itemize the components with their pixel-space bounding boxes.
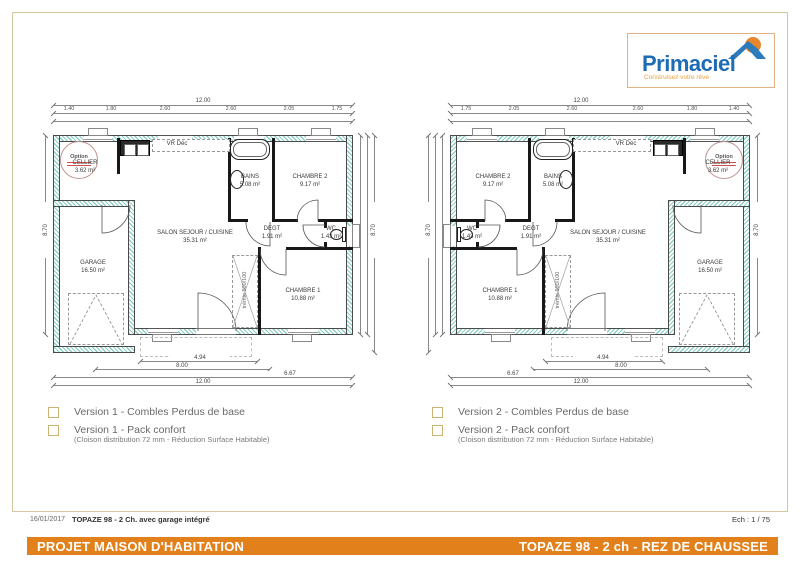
plan-labels <box>40 95 385 405</box>
dim-bottom-2: 8.00 <box>152 363 212 369</box>
dim-seg: 1.40 <box>60 107 78 113</box>
room-label-chambre2: CHAMBRE 2 9.17 m² <box>475 174 511 189</box>
dim-seg: 1.80 <box>683 107 701 113</box>
dim-bottom-3: 6.67 <box>265 371 315 377</box>
dim-seg: 1.40 <box>725 107 743 113</box>
room-label-garage: GARAGE 16.50 m² <box>80 260 106 275</box>
room-label-wc: WC 1.43 m² <box>320 226 342 241</box>
floor-plan-version-1 <box>40 95 385 405</box>
room-label-chambre2: CHAMBRE 2 9.17 m² <box>292 174 328 189</box>
room-label-cellier: CELLIER 3.62 m² <box>705 160 731 175</box>
room-label-wc: WC 1.43 m² <box>461 226 483 241</box>
checkbox-version2-confort[interactable] <box>432 425 443 436</box>
date: 16/01/2017 <box>30 516 66 523</box>
room-label-chambre1: CHAMBRE 1 10.88 m² <box>482 288 518 303</box>
scale: Ech : 1 / 75 <box>732 515 770 524</box>
legend-item-label: Version 2 - Pack confort <box>458 424 570 436</box>
dim-seg: 1.80 <box>102 107 120 113</box>
dim-side: 8.70 <box>754 202 760 258</box>
room-label-chambre1: CHAMBRE 1 10.88 m² <box>285 288 321 303</box>
legend-note: (Cloison distribution 72 mm - Réduction Surface Habitable) <box>74 435 270 444</box>
checkbox-version2-base[interactable] <box>432 407 443 418</box>
dim-seg: 2.60 <box>629 107 647 113</box>
tremie-label: trémie 500/100 <box>242 271 248 309</box>
dim-bottom-2: 8.00 <box>591 363 651 369</box>
room-label-salon: SALON SEJOUR / CUISINE 35.31 m² <box>157 230 233 245</box>
dim-bottom-1: 4.94 <box>573 355 633 361</box>
legend-note: (Cloison distribution 72 mm - Réduction Surface Habitable) <box>458 435 654 444</box>
room-label-cellier: CELLIER 3.62 m² <box>72 160 98 175</box>
dim-side: 8.70 <box>371 202 377 258</box>
dim-side: 8.70 <box>426 202 432 258</box>
brand-tagline: Construisez votre rêve <box>644 74 710 81</box>
logo-box <box>627 33 775 88</box>
dim-bottom-total: 12.00 <box>173 379 233 385</box>
plan-labels <box>418 95 763 405</box>
dim-bottom-3: 6.67 <box>488 371 538 377</box>
room-label-degt: DEGT 1.91 m² <box>520 226 542 241</box>
dim-seg: 2.05 <box>280 107 298 113</box>
dim-seg: 2.60 <box>222 107 240 113</box>
dim-top-total: 12.00 <box>173 98 233 104</box>
legend-item-label: Version 2 - Combles Perdus de base <box>458 406 630 418</box>
dim-seg: 2.05 <box>505 107 523 113</box>
room-label-salon: SALON SEJOUR / CUISINE 35.31 m² <box>570 230 646 245</box>
room-label-degt: DEGT 1.91 m² <box>261 226 283 241</box>
option-stamp: Option <box>705 141 743 179</box>
tremie-label: trémie 500/100 <box>555 271 561 309</box>
legend-version-2 <box>432 406 752 444</box>
model-reference: TOPAZE 98 - 2 Ch. avec garage intégré <box>72 515 210 524</box>
room-label-bains: BAINS 5.08 m² <box>542 174 564 189</box>
legend-version-1 <box>48 406 368 444</box>
dim-seg: 1.75 <box>457 107 475 113</box>
floor-plan-version-2 <box>418 95 763 405</box>
vr-label: VR Déc <box>615 141 637 147</box>
vr-label: VR Déc <box>166 141 188 147</box>
dim-seg: 2.60 <box>156 107 174 113</box>
brand-name: Primaciel <box>642 51 736 76</box>
dim-bottom-1: 4.94 <box>170 355 230 361</box>
room-label-garage: GARAGE 16.50 m² <box>697 260 723 275</box>
room-label-bains: BAINS 5.08 m² <box>239 174 261 189</box>
dim-seg: 2.60 <box>563 107 581 113</box>
dim-seg: 1.75 <box>328 107 346 113</box>
dim-bottom-total: 12.00 <box>551 379 611 385</box>
project-title: PROJET MAISON D'HABITATION <box>37 538 245 554</box>
checkbox-version1-base[interactable] <box>48 407 59 418</box>
title-bar <box>27 537 778 555</box>
legend-item-label: Version 1 - Combles Perdus de base <box>74 406 246 418</box>
sheet-title: TOPAZE 98 - 2 ch - REZ DE CHAUSSEE <box>518 538 768 554</box>
legend-item-label: Version 1 - Pack confort <box>74 424 186 436</box>
dim-side: 8.70 <box>43 202 49 258</box>
dim-top-total: 12.00 <box>551 98 611 104</box>
checkbox-version1-confort[interactable] <box>48 425 59 436</box>
option-stamp: Option <box>60 141 98 179</box>
